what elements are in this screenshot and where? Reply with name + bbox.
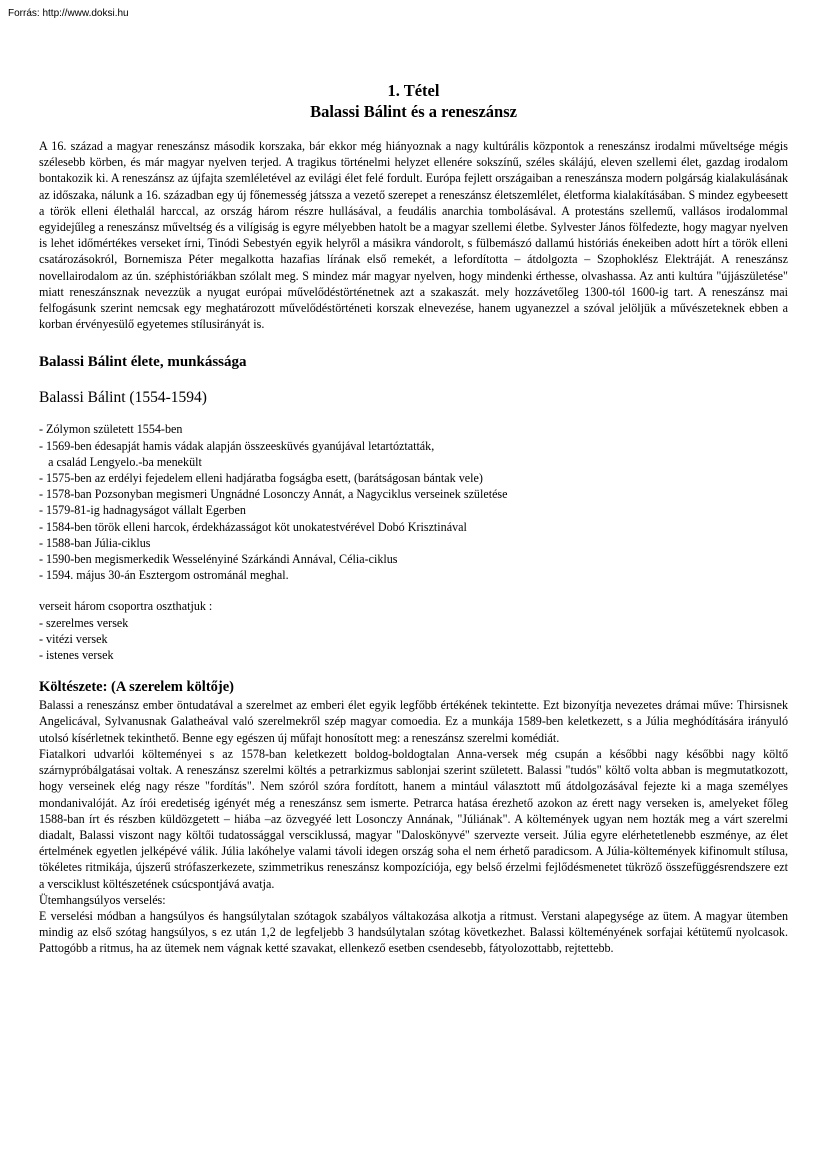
section-heading-poetry: Költészete: (A szerelem költője) bbox=[39, 679, 234, 696]
list-item: - 1569-ben édesapját hamis vádak alapján összeesküvés gyanújával letartóztatták, bbox=[39, 438, 435, 453]
document-title: Balassi Bálint és a reneszánsz bbox=[310, 102, 517, 121]
document-page bbox=[39, 80, 788, 957]
list-item: - 1590-ben megismerkedik Wesselényiné Szárkándi Annával, Célia-ciklus bbox=[39, 552, 398, 567]
list-item: - vitézi versek bbox=[39, 631, 108, 646]
life-events-list bbox=[39, 421, 788, 583]
poem-groups-intro: verseit három csoportra oszthatjuk : bbox=[39, 599, 213, 614]
subheading-balassi-dates: Balassi Bálint (1554-1594) bbox=[39, 389, 207, 407]
list-item: - Zólymon született 1554-ben bbox=[39, 422, 183, 437]
list-item: - szerelmes versek bbox=[39, 615, 129, 630]
list-item: - 1575-ben az erdélyi fejedelem elleni hadjáratba fogságba esett, (barátságosan bántak vele) bbox=[39, 471, 483, 486]
poetry-paragraph-2: Fiatalkori udvarlói költeményei s az 1578-ban keletkezett boldog-boldogtalan Anna-versek még csupán a későbbi nagy későbbi nagy költő szárnypróbálgatásai voltak. A reneszánsz szerelmi költés a petrarkizmus sablonjai szerint született. Balassi "tudós" költő volta abban is megmutatkozott, hogy verseinek elég nagy része "fordítás". Nem szóról szóra fordított, hanem a mintául választott mű átdolgozásával fejezte ki a maga személyes mondanivalóját. Az írói eredetiség igényét még a reneszánsz sem ismerte. Petrarca hatása érezhető azokon az érett nagy verseken is, amelyeket főleg 1588-ban írt és részben küldözgetett – hiába –az özvegyéé lett Losonczy Annának, "Júliának". A költemények ugyan nem hozták meg a várt szerelmi diadalt, Balassi viszont nagy költői tudatossággal versciklussá, magyar "Daloskönyvé" szervezte verseit. Júlia egyre elérhetetlenebb eszménye, az élet értelmének egyetlen jelképévé válik. Júlia lakóhelye valami távoli idegen ország soha el nem érhető paradicsom. A Júlia-költemények kifinomult stílusa, tökéletes ritmikája, újszerű strófaszerkezete, szimmetrikus reneszánsz kompozíciója, egy belső érzelmi fejlődésmenetet tükröző összefüggésrendszere ezt a versciklust költészetének csúcspontjává avatja. bbox=[39, 746, 788, 891]
meter-paragraph: E verselési módban a hangsúlyos és hangsúlytalan szótagok szabályos váltakozása alkotja a ritmust. Verstani alapegysége az ütem. A magyar ütemben mindig az első szótag hangsúlyos, s ez után 1,2 de legfeljebb 3 handsúlytalan szótag következhet. Balassi költeményének sorfajai kétütemű nyolcasok. Pattogóbb a ritmus, ha az ütemek nem vágnak ketté szavakat, ellenkező esetben csendesebb, fátyolozottabb, rejtettebb. bbox=[39, 908, 788, 956]
poetry-paragraph-1: Balassi a reneszánsz ember öntudatával a szerelmet az emberi élet egyik legfőbb értékének tekintette. Ezt bizonyítja nevezetes drámai műve: Thirsisnek Angelicával, Sylvanusnak Galatheával való szerelmekről szép magyar comoedia. Ez a munkája 1589-ben keletkezett, s a Júlia meghódítására irányuló utolsó kísérletnek tekinthető. Benne egy egészen új műfajt honosított meg: a reneszánsz szerelmi komédiát. bbox=[39, 698, 788, 745]
title-block bbox=[39, 80, 788, 122]
list-item: - 1588-ban Júlia-ciklus bbox=[39, 535, 151, 550]
meter-label: Ütemhangsúlyos verselés: bbox=[39, 892, 166, 907]
list-item: - 1594. május 30-án Esztergom ostrománál meghal. bbox=[39, 568, 289, 583]
list-item: - 1578-ban Pozsonyban megismeri Ungnádné Losonczy Annát, a Nagyciklus verseinek születése bbox=[39, 487, 508, 502]
section-heading-life: Balassi Bálint élete, munkássága bbox=[39, 354, 247, 371]
life-events-list-wrap bbox=[39, 421, 788, 583]
list-item: - istenes versek bbox=[39, 648, 114, 663]
list-item: - 1584-ben török elleni harcok, érdekházasságot köt unokatestvérével Dobó Krisztinával bbox=[39, 519, 467, 534]
list-item: - 1579-81-ig hadnagyságot vállalt Egerben bbox=[39, 503, 246, 518]
source-url: Forrás: http://www.doksi.hu bbox=[8, 8, 129, 19]
poem-groups bbox=[39, 598, 788, 663]
document-title-number: 1. Tétel bbox=[387, 81, 440, 100]
poem-groups-list bbox=[39, 615, 788, 664]
list-item: a család Lengyelo.-ba menekült bbox=[39, 454, 202, 469]
intro-paragraph: A 16. század a magyar reneszánsz második korszaka, bár ekkor még hiányoznak a nagy kultúrális központok a reneszánsz irodalmi műveltsége mégis szélesebb körben, és már magyar nyelven terjed. A tragikus történelmi helyzet ellenére sokszínű, széles skálájú, eleven szellemi élet, gazdag irodalom bontakozik ki. A reneszánsz az újfajta szemléletével az evilági élet felé fordult. Európa fejlett országaiban a reneszánsza modern polgárság kialakulásának az időszaka, nálunk a 16. században egy új főnemesség játssza a vezető szerepet a reneszánsz életszemlélet, életforma kialakításában. S mindez egybeesett a török elleni élethalál harccal, az ország három részre hullásával, a feudális anarchia tombolásával. A protestáns szellemű, vallásos irodalommal egyidejűleg a reneszánsz műveltség és a vilígiság is egyre mélyebben hatolt be a magyar szellemi életbe. Sylvester János fölfedezte, hogy magyar nyelven is lehet időmértékes verseket írni, Tinódi Sebestyén egyik helyről a másikra vándorolt, s fülbemászó dallamú históriás énekeiben adott hírt a török elleni csatározásokról, Bornemisza Péter megalkotta hazafias lírának első remekét, a lefordította – átdolgozta – Szophoklész Elektráját. A reneszánsz novellairodalom az ún. széphistóriákban szólalt meg. S mindez már magyar nyelven, hogy mindenki érthesse, olvashassa. Az anti kultúra "újjászületése" miatt reneszánsznak nevezzük a nyugat európai művelődéstörténetnek azt a szakaszát. mely hozzávetőleg 1300-tól 1600-ig tart. A reneszánsz mai felfogásunk szerint nemcsak egy meghatározott művelődéstörténeti korszak elnevezése, hanem ugyanezzel a szóval jelöljük a művészeteknek ebben a korban érvényesülő egyetemes stílusirányát is. bbox=[39, 139, 788, 332]
